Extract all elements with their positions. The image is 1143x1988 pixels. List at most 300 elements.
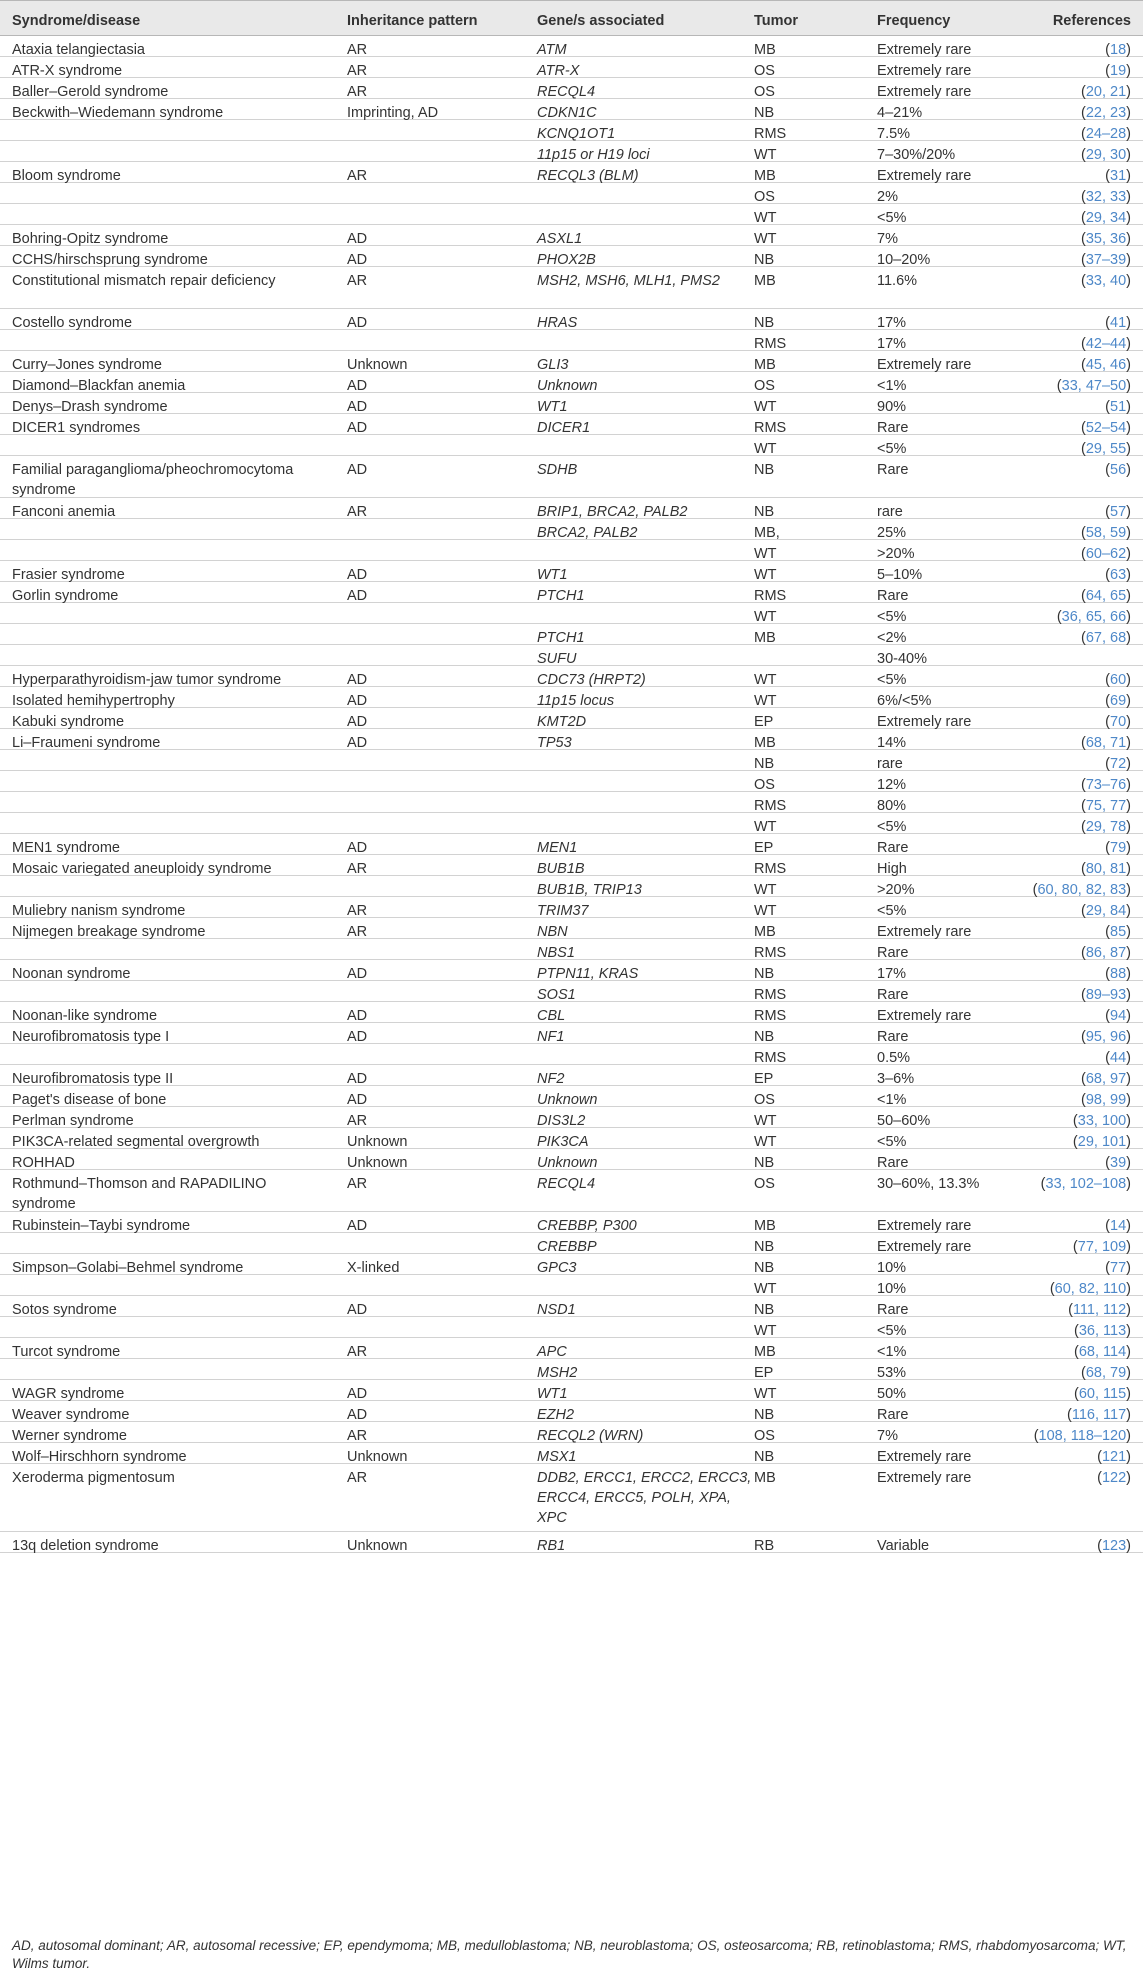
table-row [0,603,1143,624]
syndrome-cell: Frasier syndrome [12,567,125,583]
reference-cell[interactable]: (60–62) [1080,546,1131,562]
reference-link[interactable]: 33, 102–108 [1045,1176,1127,1192]
syndrome-cell: Isolated hemihypertrophy [12,693,175,709]
inheritance-cell: AD [347,1407,368,1423]
reference-link[interactable]: 20, 21 [1085,84,1127,100]
tumor-cell: RMS [754,945,787,961]
syndrome-cell: Hyperparathyroidism-jaw tumor syndrome [12,672,282,688]
reference-cell[interactable]: (56) [1105,462,1131,478]
reference-cell[interactable]: (29, 84) [1080,903,1131,919]
gene-cell: EZH2 [537,1407,575,1423]
reference-link[interactable]: 56 [1110,462,1127,478]
reference-cell[interactable]: (63) [1105,567,1131,583]
reference-cell[interactable]: (60, 82, 110) [1049,1281,1131,1297]
tumor-cell: NB [754,1029,775,1045]
reference-cell[interactable]: (86, 87) [1080,945,1131,961]
reference-cell[interactable]: (51) [1105,399,1131,415]
reference-cell[interactable]: (95, 96) [1080,1029,1131,1045]
reference-cell[interactable]: (116, 117) [1067,1407,1131,1423]
reference-link[interactable]: 35, 36 [1085,231,1127,247]
frequency-cell: Extremely rare [877,1008,972,1024]
reference-link[interactable]: 80, 81 [1085,861,1127,877]
reference-link[interactable]: 72 [1110,756,1127,772]
table-row [0,36,1143,57]
frequency-cell: 90% [877,399,907,415]
gene-cell: PIK3CA [537,1134,589,1150]
tumor-cell: OS [754,1092,775,1108]
reference-cell[interactable]: (77, 109) [1072,1239,1131,1255]
reference-cell[interactable]: (108, 118–120) [1033,1428,1131,1444]
col-header-genes: Gene/s associated [537,13,665,29]
reference-link[interactable]: 98, 99 [1085,1092,1127,1108]
reference-link[interactable]: 57 [1110,504,1127,520]
frequency-cell: 12% [877,777,907,793]
frequency-cell: <5% [877,1134,907,1150]
syndrome-cell: Familial paraganglioma/pheochromocytoma syndrome [12,462,294,498]
tumor-cell: WT [754,147,777,163]
reference-cell[interactable]: (70) [1105,714,1131,730]
gene-cell: WT1 [537,1386,568,1402]
reference-cell[interactable]: (111, 112) [1068,1302,1131,1318]
inheritance-cell: AR [347,84,368,100]
reference-link[interactable]: 19 [1110,63,1127,79]
reference-link[interactable]: 70 [1110,714,1127,730]
gene-cell: CREBBP [537,1239,597,1255]
gene-cell: BUB1B, TRIP13 [537,882,642,898]
tumor-cell: RMS [754,987,787,1003]
gene-cell: SDHB [537,462,578,478]
reference-link[interactable]: 22, 23 [1085,105,1127,121]
reference-link[interactable]: 121 [1101,1449,1127,1465]
reference-link[interactable]: 37–39 [1085,252,1127,268]
tumor-cell: MB [754,357,776,373]
reference-link[interactable]: 108, 118–120 [1038,1428,1127,1444]
reference-link[interactable]: 73–76 [1085,777,1127,793]
inheritance-cell: AD [347,840,368,856]
tumor-cell: OS [754,63,775,79]
gene-cell: KMT2D [537,714,587,730]
reference-cell[interactable]: (36, 65, 66) [1056,609,1131,625]
table-row [0,939,1143,960]
reference-link[interactable]: 33, 40 [1085,273,1127,289]
inheritance-cell: AR [347,903,368,919]
frequency-cell: High [877,861,907,877]
tumor-cell: NB [754,1155,775,1171]
col-header-syndrome: Syndrome/disease [12,13,141,29]
reference-link[interactable]: 33, 47–50 [1061,378,1127,394]
reference-link[interactable]: 36, 65, 66 [1061,609,1127,625]
frequency-cell: 2% [877,189,898,205]
reference-cell[interactable]: (35, 36) [1080,231,1131,247]
frequency-cell: 17% [877,315,907,331]
reference-cell[interactable]: (52–54) [1080,420,1131,436]
reference-link[interactable]: 75, 77 [1085,798,1127,814]
gene-cell: CDC73 (HRPT2) [537,672,646,688]
reference-link[interactable]: 79 [1110,840,1127,856]
table-row [0,687,1143,708]
frequency-cell: Extremely rare [877,84,972,100]
reference-link[interactable]: 86, 87 [1085,945,1127,961]
gene-cell: CDKN1C [537,105,597,121]
tumor-cell: NB [754,966,775,982]
syndrome-cell: ATR-X syndrome [12,63,123,79]
reference-cell[interactable]: (121) [1097,1449,1131,1465]
reference-cell[interactable]: (44) [1105,1050,1131,1066]
gene-cell: SOS1 [537,987,576,1003]
gene-cell: Unknown [537,378,598,394]
reference-link[interactable]: 77, 109 [1077,1239,1127,1255]
reference-link[interactable]: 60, 115 [1078,1386,1127,1402]
table-row [0,1023,1143,1044]
inheritance-cell: Unknown [347,1538,408,1554]
inheritance-cell: AD [347,378,368,394]
frequency-cell: 0.5% [877,1050,911,1066]
frequency-cell: <5% [877,903,907,919]
reference-cell[interactable]: (14) [1105,1218,1131,1234]
reference-link[interactable]: 123 [1101,1538,1127,1554]
reference-link[interactable]: 111, 112 [1072,1302,1127,1318]
frequency-cell: <5% [877,1323,907,1339]
reference-link[interactable]: 68, 71 [1085,735,1127,751]
tumor-cell: RMS [754,588,787,604]
reference-cell[interactable]: (58, 59) [1080,525,1131,541]
reference-link[interactable]: 85 [1110,924,1127,940]
reference-cell[interactable]: (68, 97) [1080,1071,1131,1087]
reference-cell[interactable]: (32, 33) [1080,189,1131,205]
reference-link[interactable]: 42–44 [1085,336,1127,352]
tumor-cell: RB [754,1538,775,1554]
reference-link[interactable]: 95, 96 [1085,1029,1127,1045]
frequency-cell: >20% [877,546,915,562]
gene-cell: CBL [537,1008,566,1024]
reference-cell[interactable]: (29, 101) [1072,1134,1131,1150]
reference-cell[interactable]: (72) [1105,756,1131,772]
inheritance-cell: AD [347,966,368,982]
reference-cell[interactable]: (123) [1097,1538,1131,1554]
tumor-cell: EP [754,840,774,856]
reference-link[interactable]: 69 [1110,693,1127,709]
reference-link[interactable]: 29, 78 [1085,819,1127,835]
table-row [0,1296,1143,1317]
reference-cell[interactable]: (20, 21) [1080,84,1131,100]
reference-cell[interactable]: (29, 55) [1080,441,1131,457]
reference-cell[interactable]: (18) [1105,42,1131,58]
reference-link[interactable]: 39 [1110,1155,1127,1171]
tumor-cell: WT [754,882,777,898]
reference-link[interactable]: 41 [1110,315,1127,331]
reference-link[interactable]: 32, 33 [1085,189,1127,205]
frequency-cell: Rare [877,1029,909,1045]
table-row [0,1338,1143,1359]
reference-cell[interactable]: (80, 81) [1080,861,1131,877]
reference-cell[interactable]: (33, 102–108) [1040,1176,1131,1192]
reference-cell[interactable]: (29, 78) [1080,819,1131,835]
table-row [0,876,1143,897]
frequency-cell: <1% [877,1344,907,1360]
table-row [0,1401,1143,1422]
reference-link[interactable]: 60, 82, 110 [1054,1281,1127,1297]
reference-link[interactable]: 18 [1110,42,1127,58]
inheritance-cell: AR [347,1428,368,1444]
gene-cell: PTCH1 [537,588,585,604]
table-row [0,1532,1143,1553]
reference-cell[interactable]: (88) [1105,966,1131,982]
reference-link[interactable]: 31 [1110,168,1127,184]
inheritance-cell: AD [347,672,368,688]
reference-link[interactable]: 68, 114 [1078,1344,1127,1360]
reference-cell[interactable]: (94) [1105,1008,1131,1024]
inheritance-cell: AR [347,63,368,79]
inheritance-cell: X-linked [347,1260,400,1276]
frequency-cell: Extremely rare [877,1449,972,1465]
gene-cell: NBN [537,924,568,940]
reference-link[interactable]: 58, 59 [1085,525,1127,541]
inheritance-cell: AD [347,1218,368,1234]
inheritance-cell: AR [347,1470,368,1486]
tumor-cell: MB [754,735,776,751]
tumor-cell: WT [754,903,777,919]
frequency-cell: Extremely rare [877,1470,972,1486]
reference-cell[interactable]: (31) [1105,168,1131,184]
table-row [0,1422,1143,1443]
reference-link[interactable]: 29, 101 [1077,1134,1127,1150]
gene-cell: SUFU [537,651,577,667]
tumor-cell: WT [754,819,777,835]
syndrome-cell: Fanconi anemia [12,504,116,520]
reference-link[interactable]: 89–93 [1085,987,1127,1003]
table-row [0,750,1143,771]
reference-link[interactable]: 116, 117 [1071,1407,1127,1423]
reference-cell[interactable]: (41) [1105,315,1131,331]
frequency-cell: Rare [877,987,909,1003]
tumor-cell: MB [754,42,776,58]
reference-link[interactable]: 52–54 [1085,420,1127,436]
syndrome-cell: Neurofibromatosis type II [12,1071,174,1087]
gene-cell: ASXL1 [537,231,583,247]
inheritance-cell: AR [347,42,368,58]
reference-link[interactable]: 67, 68 [1085,630,1127,646]
table-row [0,120,1143,141]
syndrome-cell: Constitutional mismatch repair deficiency [12,273,276,289]
tumor-cell: RMS [754,336,787,352]
tumor-cell: RMS [754,126,787,142]
gene-cell: RECQL4 [537,84,596,100]
gene-cell: PTPN11, KRAS [537,966,639,982]
tumor-cell: NB [754,1260,775,1276]
frequency-cell: 7% [877,231,898,247]
reference-link[interactable]: 77 [1110,1260,1127,1276]
gene-cell: CREBBP, P300 [537,1218,637,1234]
table-row [0,960,1143,981]
frequency-cell: 7% [877,1428,898,1444]
gene-cell: 11p15 or H19 loci [537,147,650,163]
reference-link[interactable]: 88 [1110,966,1127,982]
reference-cell[interactable]: (68, 79) [1080,1365,1131,1381]
gene-cell: GLI3 [537,357,569,373]
reference-cell[interactable]: (42–44) [1080,336,1131,352]
reference-cell[interactable]: (79) [1105,840,1131,856]
frequency-cell: 5–10% [877,567,923,583]
reference-link[interactable]: 64, 65 [1085,588,1127,604]
reference-cell[interactable]: (37–39) [1080,252,1131,268]
inheritance-cell: AD [347,399,368,415]
frequency-cell: rare [877,756,903,772]
tumor-cell: NB [754,252,775,268]
reference-link[interactable]: 29, 55 [1085,441,1127,457]
frequency-cell: 17% [877,966,907,982]
reference-cell[interactable]: (45, 46) [1080,357,1131,373]
reference-cell[interactable]: (19) [1105,63,1131,79]
reference-link[interactable]: 60–62 [1085,546,1127,562]
reference-cell[interactable]: (73–76) [1080,777,1131,793]
reference-link[interactable]: 29, 84 [1085,903,1127,919]
reference-link[interactable]: 14 [1110,1218,1127,1234]
reference-cell[interactable]: (39) [1105,1155,1131,1171]
gene-cell: WT1 [537,567,568,583]
reference-link[interactable]: 29, 30 [1085,147,1127,163]
frequency-cell: Extremely rare [877,357,972,373]
tumor-cell: NB [754,462,775,478]
syndrome-cell: Mosaic variegated aneuploidy syndrome [12,861,272,877]
reference-link[interactable]: 122 [1101,1470,1127,1486]
reference-cell[interactable]: (60, 115) [1074,1386,1131,1402]
gene-cell: ATM [537,42,567,58]
reference-cell[interactable]: (24–28) [1080,126,1131,142]
reference-cell[interactable]: (57) [1105,504,1131,520]
inheritance-cell: AD [347,714,368,730]
inheritance-cell: AD [347,735,368,751]
table-row [0,414,1143,435]
frequency-cell: Rare [877,462,909,478]
reference-cell[interactable]: (75, 77) [1080,798,1131,814]
reference-link[interactable]: 29, 34 [1085,210,1127,226]
inheritance-cell: AD [347,1092,368,1108]
reference-cell[interactable]: (33, 47–50) [1056,378,1131,394]
reference-cell[interactable]: (89–93) [1080,987,1131,1003]
inheritance-cell: AR [347,273,368,289]
reference-cell[interactable]: (22, 23) [1080,105,1131,121]
gene-cell: APC [537,1344,567,1360]
frequency-cell: Extremely rare [877,1239,972,1255]
reference-link[interactable]: 45, 46 [1085,357,1127,373]
syndrome-cell: Rothmund–Thomson and RAPADILINO syndrome [12,1176,267,1212]
reference-link[interactable]: 68, 79 [1085,1365,1127,1381]
table-row [0,456,1143,498]
inheritance-cell: AD [347,1008,368,1024]
syndrome-cell: WAGR syndrome [12,1386,125,1402]
reference-link[interactable]: 60, 80, 82, 83 [1037,882,1127,898]
reference-link[interactable]: 94 [1110,1008,1127,1024]
inheritance-cell: AD [347,1302,368,1318]
tumor-cell: RMS [754,861,787,877]
syndrome-cell: DICER1 syndromes [12,420,141,436]
tumor-cell: WT [754,1134,777,1150]
tumor-cell: RMS [754,1050,787,1066]
reference-link[interactable]: 24–28 [1085,126,1127,142]
inheritance-cell: AD [347,315,368,331]
reference-cell[interactable]: (77) [1105,1260,1131,1276]
frequency-cell: Rare [877,1155,909,1171]
syndrome-cell: Simpson–Golabi–Behmel syndrome [12,1260,244,1276]
gene-cell: BUB1B [537,861,585,877]
reference-cell[interactable]: (122) [1097,1470,1131,1486]
syndrome-cell: Paget's disease of bone [12,1092,167,1108]
frequency-cell: <5% [877,441,907,457]
gene-cell: GPC3 [537,1260,577,1276]
table-row [0,57,1143,78]
reference-cell[interactable]: (69) [1105,693,1131,709]
syndrome-cell: Turcot syndrome [12,1344,121,1360]
reference-cell[interactable]: (68, 71) [1080,735,1131,751]
reference-link[interactable]: 33, 100 [1077,1113,1127,1129]
frequency-cell: <2% [877,630,907,646]
table-row [0,771,1143,792]
frequency-cell: Rare [877,840,909,856]
tumor-cell: OS [754,777,775,793]
tumor-cell: WT [754,441,777,457]
reference-cell[interactable]: (29, 34) [1080,210,1131,226]
reference-link[interactable]: 60 [1110,672,1127,688]
syndrome-cell: Diamond–Blackfan anemia [12,378,186,394]
tumor-cell: RMS [754,1008,787,1024]
reference-link[interactable]: 36, 113 [1078,1323,1127,1339]
reference-cell[interactable]: (98, 99) [1080,1092,1131,1108]
inheritance-cell: Unknown [347,357,408,373]
reference-cell[interactable]: (36, 113) [1074,1323,1131,1339]
syndrome-cell: Kabuki syndrome [12,714,125,730]
gene-cell: DIS3L2 [537,1113,586,1129]
reference-cell[interactable]: (67, 68) [1080,630,1131,646]
table-row [0,729,1143,750]
table-row [0,1233,1143,1254]
reference-cell[interactable]: (60) [1105,672,1131,688]
frequency-cell: 7–30%/20% [877,147,956,163]
inheritance-cell: AD [347,1029,368,1045]
reference-cell[interactable]: (64, 65) [1080,588,1131,604]
syndrome-cell: Neurofibromatosis type I [12,1029,170,1045]
table-row [0,372,1143,393]
gene-cell: NF2 [537,1071,565,1087]
reference-link[interactable]: 68, 97 [1085,1071,1127,1087]
col-header-frequency: Frequency [877,13,951,29]
table-row [0,582,1143,603]
syndrome-cell: Sotos syndrome [12,1302,117,1318]
reference-cell[interactable]: (33, 40) [1080,273,1131,289]
tumor-cell: WT [754,1113,777,1129]
reference-cell[interactable]: (60, 80, 82, 83) [1032,882,1131,898]
reference-cell[interactable]: (29, 30) [1080,147,1131,163]
tumor-cell: WT [754,210,777,226]
frequency-cell: <5% [877,609,907,625]
reference-cell[interactable]: (68, 114) [1074,1344,1131,1360]
reference-cell[interactable]: (33, 100) [1072,1113,1131,1129]
inheritance-cell: AD [347,252,368,268]
syndrome-cell: Perlman syndrome [12,1113,134,1129]
reference-link[interactable]: 63 [1110,567,1127,583]
table-row [0,498,1143,519]
reference-link[interactable]: 44 [1110,1050,1127,1066]
table-row [0,855,1143,876]
syndrome-cell: Beckwith–Wiedemann syndrome [12,105,224,121]
inheritance-cell: AD [347,1386,368,1402]
frequency-cell: 53% [877,1365,907,1381]
reference-cell[interactable]: (85) [1105,924,1131,940]
tumor-cell: MB [754,630,776,646]
reference-link[interactable]: 51 [1110,399,1127,415]
syndrome-cell: Baller–Gerold syndrome [12,84,169,100]
frequency-cell: <5% [877,672,907,688]
table-row [0,540,1143,561]
